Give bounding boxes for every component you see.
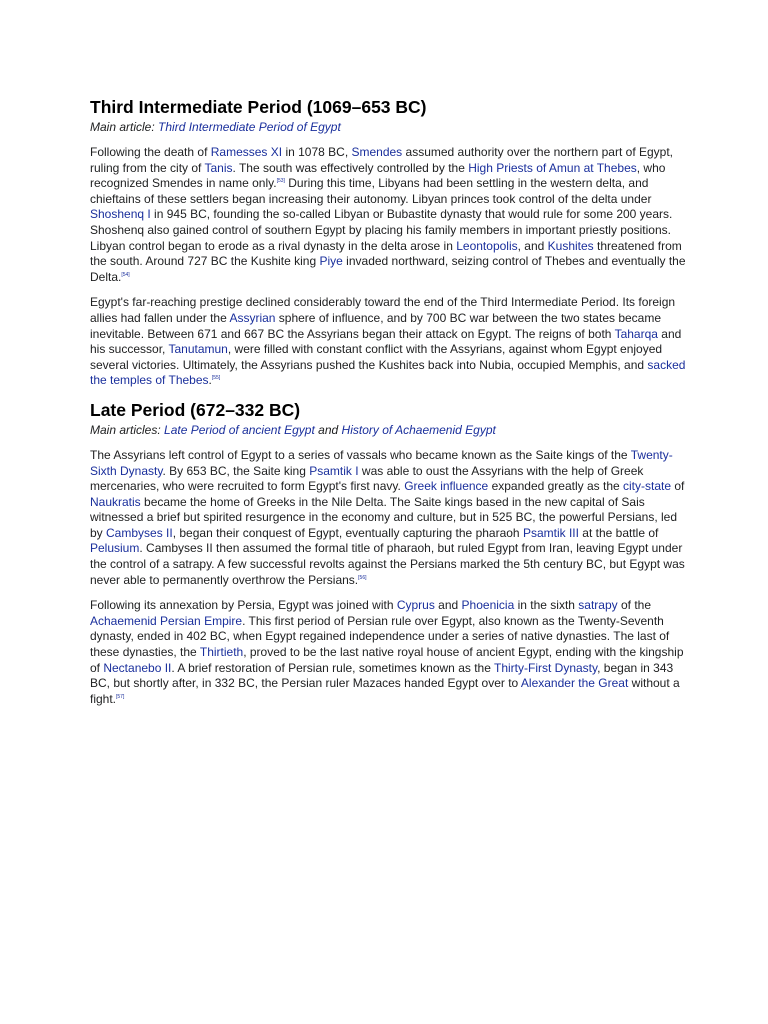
inline-link[interactable]: Kushites	[547, 238, 594, 253]
section-late-period	[90, 399, 690, 708]
text-run: was able to oust the Assyrians with the help of Greek mercenaries, who were recruited to form Egypt's first navy.	[90, 463, 644, 494]
inline-link[interactable]: Phoenicia	[461, 598, 515, 613]
text-run: During this time, Libyans had been settling in the western delta, and chieftains of these settlers began increasing their autonomy. Libyan princes took control of the delta under	[90, 176, 652, 206]
text-run: , and	[517, 238, 548, 253]
inline-link[interactable]: Shoshenq I	[90, 207, 151, 222]
text-run: and	[434, 598, 462, 613]
inline-link[interactable]: Assyrian	[229, 310, 276, 325]
text-run: without a fight.	[90, 676, 680, 706]
text-run: threatened from the south. Around 727 BC the Kushite king	[90, 238, 682, 269]
inline-link[interactable]: Achaemenid Persian Empire	[90, 613, 243, 628]
inline-link[interactable]: Cyprus	[396, 598, 435, 613]
text-run: . Cambyses II then assumed the formal title of pharaoh, but ruled Egypt from Iran, leaving Egypt under the control of a satrapy. A few successful revolts against the Persians marked the 5th century BC, but Egypt was never able to permanently overthrow the Persians.	[90, 541, 685, 587]
inline-link[interactable]: Naukratis	[90, 494, 141, 509]
citation-ref[interactable]: [57]	[116, 693, 125, 700]
text-run: . By 653 BC, the Saite king	[162, 463, 310, 478]
inline-link[interactable]: Thirtieth	[199, 645, 244, 660]
text-run: , were filled with constant conflict with the Assyrians, against whom Egypt enjoyed several victories. Ultimately, the Assyrians pushed the Kushites back into Nubia, occupied Memphis, and	[90, 342, 663, 372]
article-content	[90, 96, 690, 717]
inline-link[interactable]: Tanutamun	[168, 342, 228, 357]
hatnote-link[interactable]: History of Achaemenid Egypt	[341, 422, 496, 437]
text-run: became the home of Greeks in the Nile Delta. The Saite kings based in the new capital of Sais witnessed a brief but spirited resurgence in the economy and culture, but in 525 BC, the powerful Persians, led by	[90, 494, 677, 540]
main-articles-hatnote	[90, 422, 690, 439]
paragraph	[90, 145, 690, 285]
hatnote-prefix: Main article:	[90, 120, 155, 134]
hatnote-link[interactable]: Third Intermediate Period of Egypt	[158, 120, 341, 134]
text-run: Following its annexation by Persia, Egypt was joined with	[90, 598, 397, 613]
main-article-hatnote	[90, 119, 690, 136]
citation-ref[interactable]: [54]	[121, 271, 130, 278]
inline-link[interactable]: Psamtik I	[309, 463, 359, 478]
section-heading: Third Intermediate Period (1069–653 BC)	[90, 97, 427, 117]
citation-ref[interactable]: [56]	[358, 574, 367, 581]
text-run: invaded northward, seizing control of Thebes and eventually the Delta.	[90, 254, 686, 284]
inline-link[interactable]: High Priests of Amun at Thebes	[468, 160, 637, 175]
citation-ref[interactable]: [53]	[276, 178, 285, 185]
text-run: Egypt's far-reaching prestige declined considerably toward the end of the Third Intermediate Period. Its foreign allies had fallen under the	[90, 295, 676, 325]
text-run: in the sixth	[514, 598, 579, 613]
text-run: of	[671, 479, 685, 494]
inline-link[interactable]: Smendes	[351, 145, 403, 159]
inline-link[interactable]: satrapy	[578, 598, 618, 613]
text-run: at the battle of	[578, 525, 659, 540]
inline-link[interactable]: Taharqa	[614, 326, 658, 341]
text-run: in 945 BC, founding the so-called Libyan or Bubastite dynasty that would rule for some 200 years. Shoshenq also gained control of southern Egypt by placing his family members in important priestly positions. Libyan control began to erode as a rival dynasty in the delta arose in	[90, 207, 673, 253]
text-run: . This first period of Persian rule over Egypt, also known as the Twenty-Seventh dynasty, ended in 402 BC, when Egypt regained independence under a series of native dynasties. The last of these dynasties, the	[90, 613, 670, 660]
inline-link[interactable]: sacked the temples of Thebes	[90, 357, 686, 388]
inline-link[interactable]: Cambyses II	[106, 525, 173, 540]
paragraph	[90, 448, 690, 588]
text-run: sphere of influence, and by 700 BC war between the two states became inevitable. Between 671 and 667 BC the Assyrians began their attack on Egypt. The reigns of both	[90, 310, 662, 341]
section-third-intermediate-period	[90, 96, 690, 389]
text-run: in 1078 BC,	[282, 145, 352, 159]
inline-link[interactable]: Twenty-Sixth Dynasty	[90, 447, 673, 478]
inline-link[interactable]: Piye	[319, 254, 343, 269]
text-run: , began in 343 BC, but shortly after, in 332 BC, the Persian ruler Mazaces handed Egypt over to	[90, 660, 674, 691]
inline-link[interactable]: Tanis	[204, 160, 233, 175]
text-run: .	[208, 373, 212, 388]
text-run: and his successor,	[90, 326, 682, 357]
text-run: . The south was effectively controlled by the	[232, 160, 469, 175]
paragraph	[90, 295, 690, 389]
inline-link[interactable]: Pelusium	[90, 541, 140, 556]
text-run: . A brief restoration of Persian rule, sometimes known as the	[171, 660, 494, 675]
text-run: Following the death of	[90, 145, 211, 159]
text-run: , began their conquest of Egypt, eventually capturing the pharaoh	[172, 525, 523, 540]
inline-link[interactable]: Thirty-First Dynasty	[494, 660, 598, 675]
text-run: assumed authority over the northern part of Egypt, ruling from the city of	[90, 145, 674, 175]
hatnote-join: and	[318, 422, 339, 437]
text-run: , who recognized Smendes in name only.	[90, 160, 666, 191]
inline-link[interactable]: Leontopolis	[456, 238, 518, 253]
text-run: of the	[617, 598, 652, 613]
text-run: , proved to be the last native royal house of ancient Egypt, ending with the kingship of	[90, 645, 684, 675]
hatnote-link[interactable]: Late Period of ancient Egypt	[164, 422, 315, 437]
text-run: The Assyrians left control of Egypt to a series of vassals who became known as the Saite kings of the	[90, 447, 631, 462]
inline-link[interactable]: city-state	[623, 479, 672, 494]
inline-link[interactable]: Greek influence	[404, 479, 489, 494]
hatnote-prefix: Main articles:	[90, 422, 161, 437]
text-run: expanded greatly as the	[488, 479, 623, 494]
inline-link[interactable]: Alexander the Great	[520, 676, 629, 691]
paragraph	[90, 598, 690, 707]
inline-link[interactable]: Nectanebo II	[103, 660, 172, 675]
citation-ref[interactable]: [55]	[211, 375, 221, 382]
section-heading: Late Period (672–332 BC)	[90, 399, 301, 420]
inline-link[interactable]: Ramesses XI	[210, 145, 283, 159]
inline-link[interactable]: Psamtik III	[522, 525, 579, 540]
